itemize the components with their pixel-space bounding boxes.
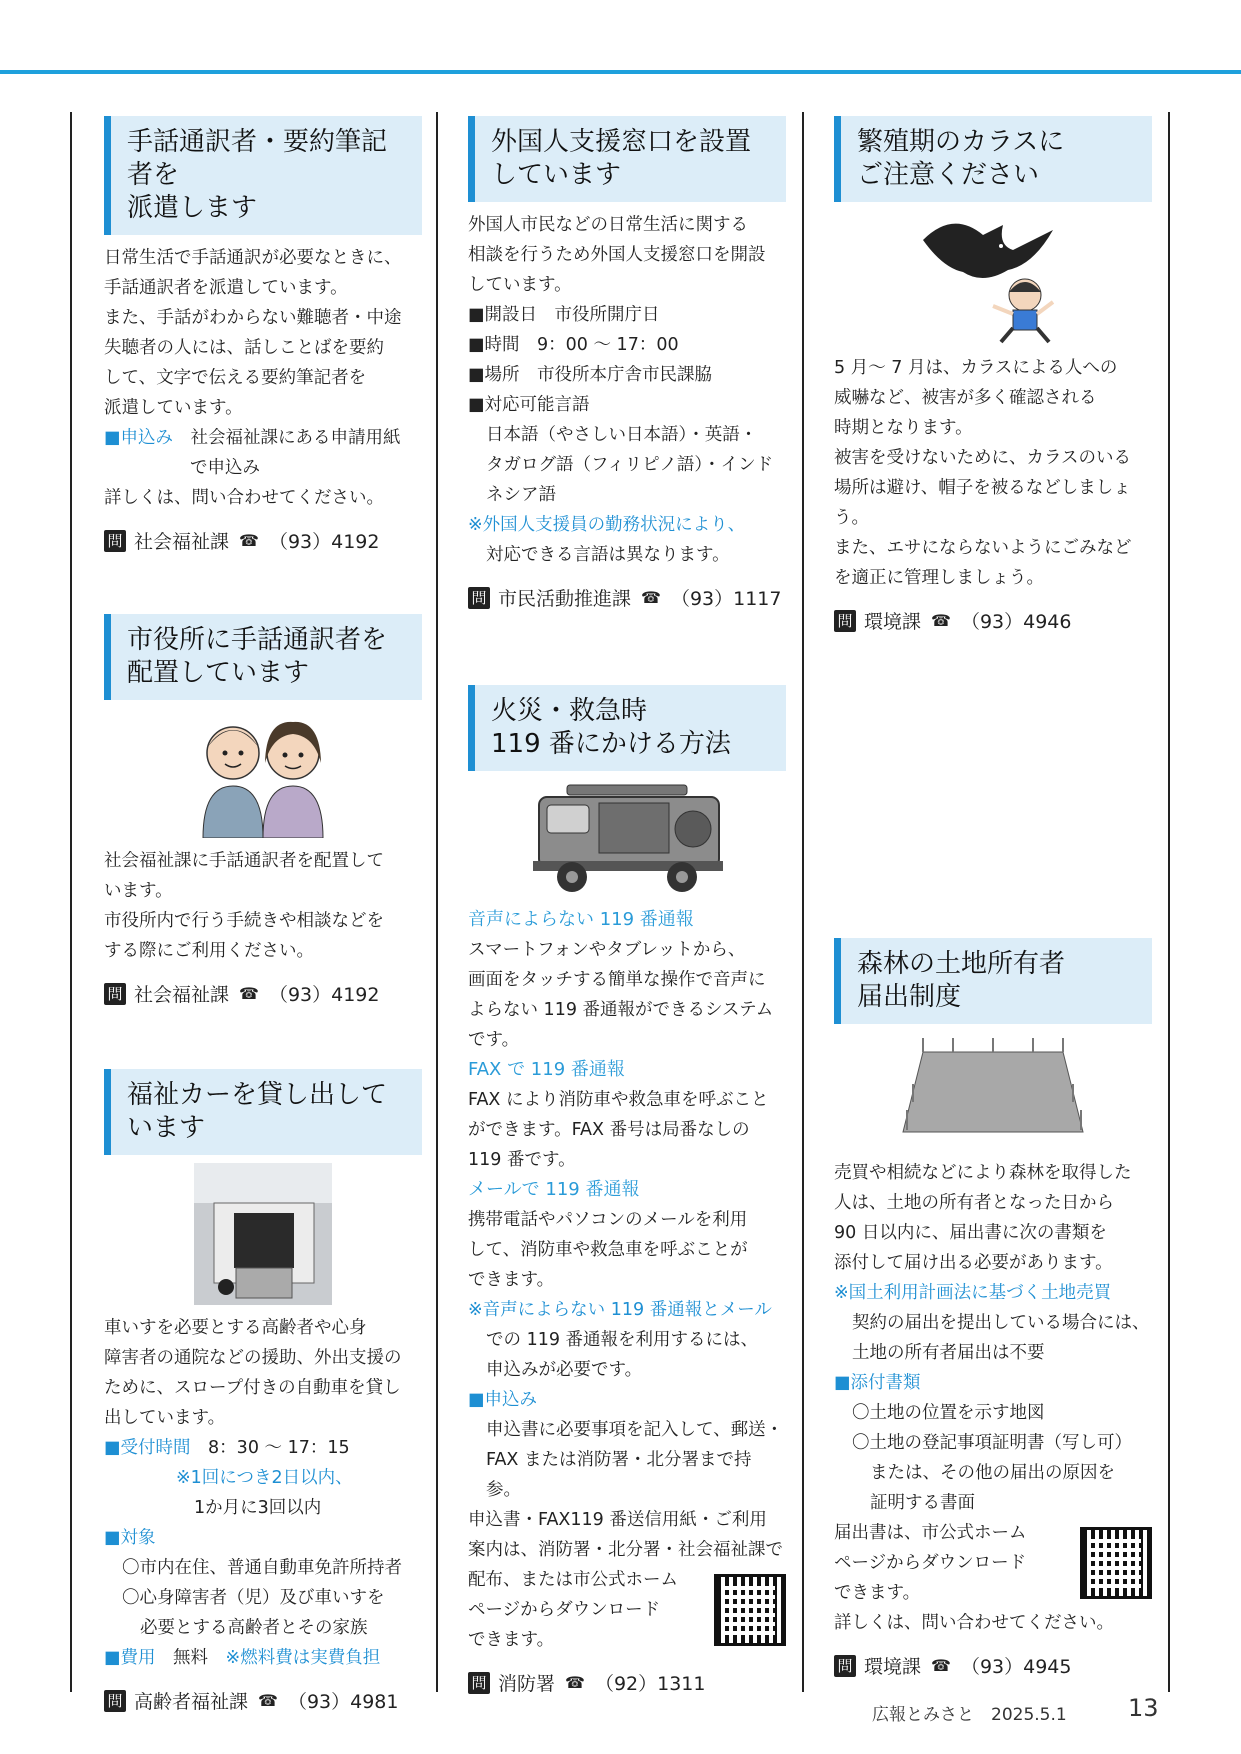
column-divider [802, 112, 804, 1692]
phone-icon: ☎ [641, 588, 661, 607]
page-number: 13 [1128, 1694, 1159, 1722]
phone-icon: ☎ [239, 531, 259, 550]
contact-info: 問 社会福祉課 ☎ （93）4192 [104, 527, 422, 554]
inquiry-icon: 問 [468, 1672, 490, 1694]
column-divider [1168, 112, 1170, 1692]
article-title: 繁殖期のカラスに ご注意ください [834, 116, 1152, 202]
contact-info: 問 社会福祉課 ☎ （93）4192 [104, 980, 422, 1007]
contact-info: 問 高齢者福祉課 ☎ （93）4981 [104, 1687, 422, 1714]
column-2 [468, 116, 786, 1696]
contact-info: 問 環境課 ☎ （93）4945 [834, 1652, 1152, 1679]
article-title: 福祉カーを貸し出して います [104, 1069, 422, 1155]
welfare-car-photo [104, 1163, 422, 1305]
phone-icon: ☎ [931, 1656, 951, 1675]
article-welfare-car [104, 1069, 422, 1714]
phone-icon: ☎ [239, 984, 259, 1003]
contact-info: 問 環境課 ☎ （93）4946 [834, 607, 1152, 634]
article-body: 社会福祉課に手話通訳者を配置して います。 市役所内で行う手続きや相談などを する際にご利用ください。 [104, 851, 384, 961]
article-title: 外国人支援窓口を設置 しています [468, 116, 786, 202]
inquiry-icon: 問 [104, 1690, 126, 1712]
interpreters-illustration [104, 708, 422, 838]
column-divider [70, 112, 72, 1692]
fire-truck-illustration [468, 779, 786, 897]
contact-info: 問 消防署 ☎ （92）1311 [468, 1669, 786, 1696]
phone-icon: ☎ [931, 611, 951, 630]
qr-code[interactable] [714, 1574, 786, 1646]
article-body: 音声によらない 119 番通報 スマートフォンやタブレットから、 画面をタッチする簡単な操作で音声に よらない 119 番通報ができるシステム です。 FAX で 119 番通報 FAX により消防車や救急車を呼ぶこと ができます。FAX 番号は局番なしの 119 番です。 メールで 119 番通報 携帯電話やパソコンのメールを利用 して、消防車や救急車を呼ぶことが できます。 ※音声によらない 119 番通報とメール での 119 番通報を利用するには、 申込みが必要です。 ■申込み 申込書に必要事項を記入して、郵送・ FAX または消防署・北分署まで持参。 申込書・FAX119 番送信用紙・ご利用 案内は、消防署・北分署・社会福祉課で 配布、または市公式ホーム ページからダウンロード できます。 [468, 905, 786, 1655]
subheading: FAX で 119 番通報 [468, 1059, 625, 1080]
inquiry-icon: 問 [104, 530, 126, 552]
inquiry-icon: 問 [468, 587, 490, 609]
article-sign-language-staff [104, 614, 422, 1007]
column-divider [436, 112, 438, 1692]
phone-icon: ☎ [258, 1691, 278, 1710]
forest-land-illustration [834, 1032, 1152, 1150]
phone-icon: ☎ [565, 1673, 585, 1692]
crow-illustration [834, 210, 1152, 345]
subheading: 音声によらない 119 番通報 [468, 909, 694, 930]
footer-publication: 広報とみさと 2025.5.1 [872, 1705, 1067, 1725]
article-foreigner-support [468, 116, 786, 611]
article-body: 5 月～ 7 月は、カラスによる人への 威嚇など、被害が多く確認される 時期となります。 被害を受けないために、カラスのいる 場所は避け、帽子を被るなどしましょう。 また、エサにならないようにごみなど を適正に管理しましょう。 [834, 358, 1132, 588]
article-sign-language-dispatch [104, 116, 422, 554]
article-forest-land [834, 938, 1152, 1679]
article-title: 市役所に手話通訳者を 配置しています [104, 614, 422, 700]
article-emergency-119 [468, 685, 786, 1696]
inquiry-icon: 問 [834, 1655, 856, 1677]
article-body: 外国人市民などの日常生活に関する 相談を行うため外国人支援窓口を開設 しています。 ■開設日 市役所開庁日 ■時間 9：00 ～ 17：00 ■場所 市役所本庁舎市民課脇 ■対応可能言語 日本語（やさしい日本語）・英語・ タガログ語（フィリピノ語）・インド ネシア語 ※外国人支援員の勤務状況により、 対応できる言語は異なります。 [468, 215, 774, 565]
article-crow-warning [834, 116, 1152, 634]
top-rule [0, 70, 1241, 74]
article-title: 手話通訳者・要約筆記者を 派遣します [104, 116, 422, 235]
article-body: 車いすを必要とする高齢者や心身 障害者の通院などの援助、外出支援の ために、スロープ付きの自動車を貸し 出しています。 ■受付時間 8：30 ～ 17：15 ※1回につき2日以内、 1か月に3回以内 ■対象 〇市内在住、普通自動車免許所持者 〇心身障害者（児）及び車いすを 必要とする高齢者とその家族 ■費用 無料 ※燃料費は実費負担 [104, 1318, 402, 1668]
inquiry-icon: 問 [104, 983, 126, 1005]
subheading: メールで 119 番通報 [468, 1179, 640, 1200]
column-3 [834, 116, 1152, 1678]
inquiry-icon: 問 [834, 610, 856, 632]
article-title: 火災・救急時 119 番にかける方法 [468, 685, 786, 771]
article-title: 森林の土地所有者 届出制度 [834, 938, 1152, 1024]
article-body: 売買や相続などにより森林を取得した 人は、土地の所有者となった日から 90 日以内に、届出書に次の書類を 添付して届け出る必要があります。 ※国土利用計画法に基づく土地売買 契約の届出を提出している場合には、 土地の所有者届出は不要 ■添付書類 〇土地の位置を示す地図 〇土地の登記事項証明書（写し可） または、その他の届出の原因を 証明する書面 届出書は、市公式ホーム ページからダウンロード できます。 詳しくは、問い合わせてください。 [834, 1158, 1152, 1638]
article-body: 日常生活で手話通訳が必要なときに、 手話通訳者を派遣しています。 また、手話がわからない難聴者・中途 失聴者の人には、話しことばを要約 して、文字で伝える要約筆記者を 派遣しています。 ■申込み 社会福祉課にある申請用紙 で申込み 詳しくは、問い合わせてください。 [104, 248, 402, 508]
qr-code[interactable] [1080, 1527, 1152, 1599]
contact-info: 問 市民活動推進課 ☎ （93）1117 [468, 584, 786, 611]
column-1 [104, 116, 422, 1714]
